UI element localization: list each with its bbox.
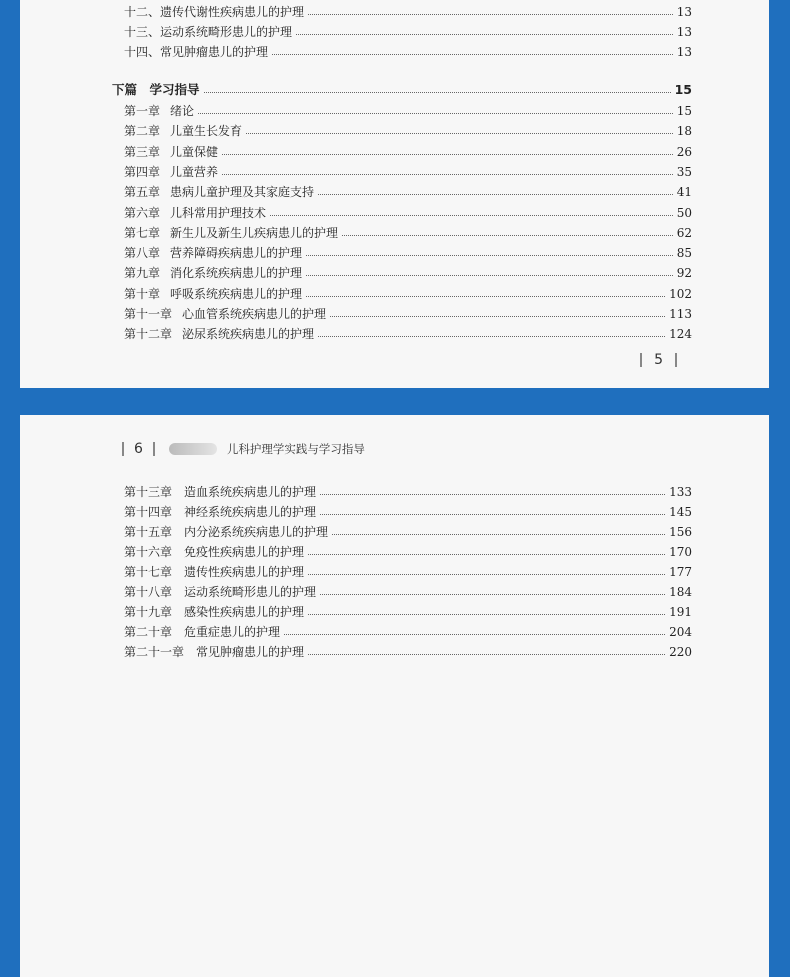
toc-entry-title: 感染性疾病患儿的护理 [184, 605, 305, 619]
toc-entry-page: 26 [676, 144, 692, 159]
toc-entry-title: 常见肿瘤患儿的护理 [160, 45, 269, 59]
toc-entry-number: 第三章 [124, 144, 161, 159]
toc-entry-number: 十三、 [124, 25, 161, 39]
footer-divider [640, 353, 642, 367]
toc-entry [20, 602, 769, 622]
toc-entry [20, 482, 769, 502]
toc-entry-page: 204 [669, 625, 692, 639]
toc-entry [20, 101, 769, 121]
toc-entry-page: 15 [676, 104, 692, 118]
dot-leader [306, 255, 673, 256]
toc-entry-title: 内分泌系统疾病患儿的护理 [184, 525, 329, 539]
toc-entry-number: 第十八章 [124, 585, 173, 599]
dot-leader [306, 296, 665, 297]
toc-entry-page: 170 [669, 545, 692, 559]
toc-entry-number: 第十七章 [124, 565, 173, 579]
toc-entry [20, 121, 769, 141]
header-divider [153, 442, 155, 456]
toc-entry-page: 156 [669, 525, 692, 539]
toc-entry-number: 第六章 [124, 205, 161, 220]
dot-leader [320, 494, 665, 495]
toc-entry-number: 第一章 [124, 104, 161, 118]
toc-entry [20, 502, 769, 522]
toc-entry [20, 162, 769, 182]
toc-entry [20, 642, 769, 662]
header-tab-decoration [169, 443, 217, 455]
toc-entry-title: 儿科常用护理技术 [170, 205, 267, 220]
toc-entry-page: 102 [669, 286, 692, 301]
toc-entry-title: 儿童保健 [170, 144, 219, 159]
toc-entry-number: 十四、 [124, 45, 161, 59]
toc-entry-title: 泌尿系统疾病患儿的护理 [182, 327, 315, 342]
footer-divider [675, 353, 677, 367]
toc-entry [20, 562, 769, 582]
toc-entry [20, 622, 769, 642]
page-5 [20, 0, 769, 388]
toc-entry-number: 第十二章 [124, 327, 173, 342]
header-page-number: 6 [134, 441, 143, 457]
toc-entry-title: 心血管系统疾病患儿的护理 [182, 307, 327, 321]
toc-entry [20, 304, 769, 324]
toc-entry-number: 第八章 [124, 246, 161, 261]
toc-entry [20, 42, 769, 62]
toc-entry [20, 263, 769, 283]
dot-leader [222, 174, 673, 175]
toc-entry-title: 常见肿瘤患儿的护理 [196, 645, 305, 659]
toc-entry [20, 223, 769, 243]
toc-entry-title: 营养障碍疾病患儿的护理 [170, 246, 303, 261]
toc-entry-page: 35 [676, 164, 692, 179]
toc-entry-title: 运动系统畸形患儿的护理 [160, 25, 293, 39]
page-6 [20, 415, 769, 977]
toc-entry-title: 绪论 [170, 104, 195, 118]
toc-entry [20, 182, 769, 202]
toc-entry-page: 184 [669, 585, 692, 599]
toc-entry-page: 13 [676, 45, 692, 59]
toc-entry-number: 第四章 [124, 164, 161, 179]
toc-entry-page: 177 [669, 565, 692, 579]
toc-entry-number: 第二十章 [124, 625, 173, 639]
toc-entry-title: 下篇 学习指导 [112, 82, 200, 97]
toc-entry-title: 遗传性疾病患儿的护理 [184, 565, 305, 579]
page-header [112, 439, 365, 459]
toc-entry-number: 第十一章 [124, 307, 173, 321]
toc-entry [20, 284, 769, 304]
toc-entry-page: 85 [676, 246, 692, 261]
toc-entry-page: 92 [676, 266, 692, 281]
page-number: 5 [654, 352, 663, 368]
book-title: 儿科护理学实践与学习指导 [226, 442, 365, 456]
toc-entry-page: 15 [674, 82, 692, 97]
dot-leader [296, 34, 673, 35]
dot-leader [342, 235, 673, 236]
toc-entry-number: 第七章 [124, 225, 161, 240]
dot-leader [204, 92, 671, 93]
toc-entry-title: 新生儿及新生儿疾病患儿的护理 [170, 225, 339, 240]
toc-entry [20, 582, 769, 602]
toc-entry-number: 十二、 [124, 5, 161, 19]
toc-entry-number: 第十六章 [124, 545, 173, 559]
page-footer [628, 352, 689, 368]
toc-entry-number: 第十三章 [124, 485, 173, 499]
toc-entry-page: 13 [676, 5, 692, 19]
dot-leader [308, 554, 665, 555]
dot-leader [318, 336, 665, 337]
toc-entry-page: 145 [669, 505, 692, 519]
toc-entry-page: 50 [676, 205, 692, 220]
toc-entry [20, 2, 769, 22]
toc-entry [20, 80, 769, 100]
dot-leader [222, 154, 673, 155]
toc-entry-page: 13 [676, 25, 692, 39]
dot-leader [272, 54, 673, 55]
dot-leader [308, 654, 665, 655]
toc-entry-page: 62 [676, 225, 692, 240]
toc-entry-title: 儿童营养 [170, 164, 219, 179]
toc-entry-title: 呼吸系统疾病患儿的护理 [170, 286, 303, 301]
toc-entry [20, 203, 769, 223]
toc-entry [20, 142, 769, 162]
toc-entry-title: 危重症患儿的护理 [184, 625, 281, 639]
toc-entry [20, 243, 769, 263]
dot-leader [330, 316, 665, 317]
toc-entry-page: 124 [669, 327, 692, 342]
dot-leader [308, 574, 665, 575]
dot-leader [246, 133, 673, 134]
toc-entry-number: 第十四章 [124, 505, 173, 519]
dot-leader [320, 514, 665, 515]
toc-entry-title: 儿童生长发育 [170, 124, 243, 139]
toc-entry-page: 41 [676, 185, 692, 200]
toc-entry-page: 220 [669, 645, 692, 659]
dot-leader [284, 634, 665, 635]
toc-entry-title: 消化系统疾病患儿的护理 [170, 266, 303, 281]
dot-leader [332, 534, 665, 535]
toc-entry-title: 造血系统疾病患儿的护理 [184, 485, 317, 499]
toc-entry [20, 324, 769, 344]
toc-entry-title: 神经系统疾病患儿的护理 [184, 505, 317, 519]
toc-entry-title: 运动系统畸形患儿的护理 [184, 585, 317, 599]
toc-entry-page: 113 [669, 307, 692, 321]
toc-entry-number: 第九章 [124, 266, 161, 281]
toc-entry-number: 第二十一章 [124, 645, 185, 659]
dot-leader [320, 594, 665, 595]
dot-leader [306, 275, 673, 276]
toc-entry-page: 18 [676, 124, 692, 139]
toc-entry [20, 542, 769, 562]
toc-entry-number: 第五章 [124, 185, 161, 200]
dot-leader [270, 215, 673, 216]
dot-leader [198, 113, 673, 114]
toc-entry-title: 免疫性疾病患儿的护理 [184, 545, 305, 559]
toc-entry-number: 第十章 [124, 286, 161, 301]
toc-entry-page: 133 [669, 485, 692, 499]
dot-leader [318, 194, 673, 195]
toc-entry-page: 191 [669, 605, 692, 619]
toc-entry-title: 患病儿童护理及其家庭支持 [170, 185, 315, 200]
toc-entry-number: 第十五章 [124, 525, 173, 539]
toc-entry [20, 22, 769, 42]
toc-entry-number: 第二章 [124, 124, 161, 139]
toc-entry-title: 遗传代谢性疾病患儿的护理 [160, 5, 305, 19]
toc-entry [20, 522, 769, 542]
dot-leader [308, 614, 665, 615]
header-divider [122, 442, 124, 456]
toc-entry-number: 第十九章 [124, 605, 173, 619]
dot-leader [308, 14, 673, 15]
